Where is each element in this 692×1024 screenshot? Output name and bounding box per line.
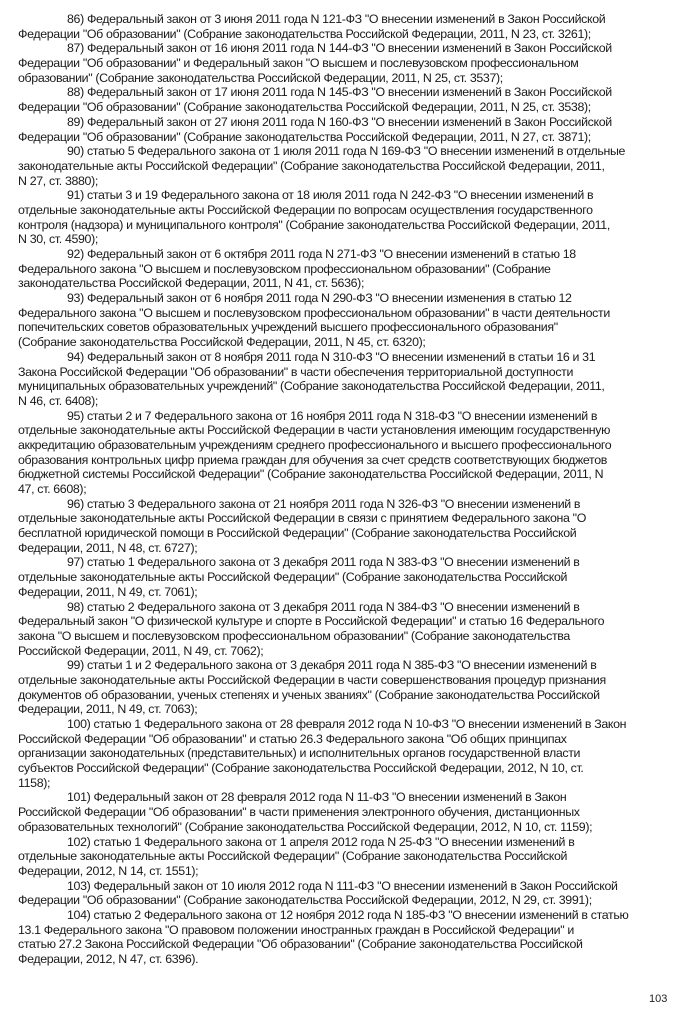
item-text-line: Федерации "Об образовании" (Собрание законодательства Российской Федерации, 2011, N 25, ст. 3538); [18,100,591,115]
item-text-line: организации законодательных (представительных) и исполнительных органов государственной власти [18,746,581,761]
item-heading-line: 100) статью 1 Федерального закона от 28 февраля 2012 года N 10-ФЗ "О внесении изменений в Закон [67,717,627,731]
item-heading-line: 94) Федеральный закон от 8 ноября 2011 года N 310-ФЗ "О внесении изменений в статьи 16 и 31 [67,349,596,364]
item-text-line: попечительских советов образовательных учреждений высшего профессионального образования" [18,320,558,335]
list-item-88 [18,85,673,114]
item-text-line: Федерального закона "О высшем и послевузовском профессиональном образовании" (Собрание [18,261,551,276]
item-text-line: Федерации "Об образовании" и Федеральный закон "О высшем и послевузовском профессиональном [18,56,579,71]
list-item-90 [18,144,673,188]
item-text-line: Российской Федерации, 2011, N 49, ст. 7062); [18,643,264,658]
item-text-line: 13.1 Федерального закона "О правовом положении иностранных граждан в Российской Федерации" и [18,922,574,937]
item-text-line: отдельные законодательные акты Российской Федерации" (Собрание законодательства Российской [18,570,568,585]
item-text-line: N 30, ст. 4590); [18,232,98,247]
item-text-line: бюджетной системы Российской Федерации" (Собрание законодательства Российской Федерации, 2011, N [18,467,604,482]
item-text-line: Федерации "Об образовании" (Собрание законодательства Российской Федерации, 2012, N 29, ст. 3991); [18,893,592,908]
item-text-line: образования контрольных цифр приема граждан для обучения за счет средств соответствующих бюджетов [18,452,607,467]
list-item-100 [18,717,673,790]
item-text-line: муниципальных образовательных учреждений" (Собрание законодательства Российской Федерации, 2011, [18,379,605,394]
item-heading-line: 97) статью 1 Федерального закона от 3 декабря 2011 года N 383-ФЗ "О внесении изменений в [67,555,580,570]
list-item-104 [18,908,673,967]
item-heading-line: 89) Федеральный закон от 27 июня 2011 года N 160-ФЗ "О внесении изменений в Закон Российской [67,114,612,129]
item-text-line: образовательных технологий" (Собрание законодательства Российской Федерации, 2012, N 10, ст. 1159); [18,819,593,834]
item-text-line: контроля (надзора) и муниципального контроля" (Собрание законодательства Российской Федерации, 2011, [18,217,610,232]
item-heading-line: 102) статью 1 Федерального закона от 1 апреля 2012 года N 25-ФЗ "О внесении изменений в [67,834,575,849]
item-heading-line: 92) Федеральный закон от 6 октября 2011 года N 271-ФЗ "О внесении изменений в статью 18 [67,247,576,261]
item-heading-line: 96) статью 3 Федерального закона от 21 ноября 2011 года N 326-ФЗ "О внесении изменений в [67,496,581,511]
list-item-97 [18,555,673,599]
item-text-line: законодательства Российской Федерации, 2011, N 41, ст. 5636); [18,276,365,291]
list-item-89 [18,115,673,144]
item-text-line: Федерации, 2011, N 49, ст. 7061); [18,584,198,599]
item-text-line: образовании" (Собрание законодательства Российской Федерации, 2011, N 25, ст. 3537); [18,70,503,85]
list-item-101 [18,790,673,834]
list-item-99 [18,658,673,717]
list-item-93 [18,291,673,350]
item-heading-line: 101) Федеральный закон от 28 февраля 2012 года N 11-ФЗ "О внесении изменений в Закон [67,790,567,805]
item-text-line: документов об образовании, ученых степенях и ученых званиях" (Собрание законодательства Российской [18,687,600,702]
item-text-line: Федерального закона "О высшем и послевузовском профессиональном образовании" в части деятельности [18,305,610,320]
item-text-line: (Собрание законодательства Российской Федерации, 2011, N 45, ст. 6320); [18,335,426,350]
item-text-line: N 27, ст. 3880); [18,173,98,188]
item-text-line: Федеральный закон "О физической культуре и спорте в Российской Федерации" и статью 16 Федерального [18,614,605,629]
item-text-line: бесплатной юридической помощи в Российской Федерации" (Собрание законодательства Российской [18,526,577,541]
item-heading-line: 91) статьи 3 и 19 Федерального закона от 18 июля 2011 года N 242-ФЗ "О внесении изменений в [67,188,594,203]
item-text-line: Федерации, 2011, N 49, ст. 7063); [18,702,198,717]
item-text-line: законодательные акты Российской Федерации" (Собрание законодательства Российской Федерации, 2011, [18,158,605,173]
item-text-line: Закона Российской Федерации "Об образовании" в части обеспечения территориальной доступности [18,364,574,379]
list-item-92 [18,247,673,291]
item-text-line: отдельные законодательные акты Российской Федерации в связи с принятием Федерального закона "О [18,511,586,526]
item-text-line: Российской Федерации "Об образовании" в части применения электронного обучения, дистанционных [18,805,580,820]
item-text-line: Федерации "Об образовании" (Собрание законодательства Российской Федерации, 2011, N 27, ст. 3871); [18,129,591,144]
item-text-line: отдельные законодательные акты Российской Федерации в части совершенствования процедур признания [18,672,606,687]
item-heading-line: 93) Федеральный закон от 6 ноября 2011 года N 290-ФЗ "О внесении изменения в статью 12 [67,291,572,306]
item-heading-line: 98) статью 2 Федерального закона от 3 декабря 2011 года N 384-ФЗ "О внесении изменений в [67,599,580,614]
list-item-94 [18,350,673,409]
item-text-line: Федерации "Об образовании" (Собрание законодательства Российской Федерации, 2011, N 23, ст. 3261); [18,26,591,41]
item-text-line: отдельные законодательные акты Российской Федерации по вопросам осуществления государственного [18,202,593,217]
list-item-103 [18,879,673,908]
item-text-line: 47, ст. 6608); [18,482,87,496]
item-text-line: аккредитацию образовательным учреждениям среднего профессионального и высшего профессионального [18,437,612,452]
item-heading-line: 86) Федеральный закон от 3 июня 2011 года N 121-ФЗ "О внесении изменений в Закон Российской [67,12,606,26]
list-item-95 [18,409,673,497]
item-text-line: субъектов Российской Федерации" (Собрание законодательства Российской Федерации, 2012, N 10, ст. [18,761,584,776]
document-body [18,12,673,967]
item-heading-line: 88) Федеральный закон от 17 июня 2011 года N 145-ФЗ "О внесении изменений в Закон Российской [67,85,612,100]
list-item-86 [18,12,673,41]
list-item-98 [18,600,673,659]
item-heading-line: 99) статьи 1 и 2 Федерального закона от 3 декабря 2011 года N 385-ФЗ "О внесении изменений в [67,658,597,673]
page-number: 103 [649,993,668,1005]
item-text-line: отдельные законодательные акты Российской Федерации" (Собрание законодательства Российской [18,849,568,864]
list-item-96 [18,497,673,556]
item-text-line: отдельные законодательные акты Российской Федерации в части установления имеющим государственную [18,423,611,438]
item-text-line: Российской Федерации "Об образовании" и статью 26.3 Федерального закона "Об общих принципах [18,731,567,746]
list-item-91 [18,188,673,247]
list-item-87 [18,41,673,85]
item-text-line: N 46, ст. 6408); [18,393,98,408]
item-heading-line: 95) статьи 2 и 7 Федерального закона от 16 ноября 2011 года N 318-ФЗ "О внесении изменений в [67,408,598,423]
item-text-line: Федерации, 2011, N 48, ст. 6727); [18,540,198,555]
item-text-line: закона "О высшем и послевузовском профессиональном образовании" (Собрание законодательства [18,628,570,643]
item-text-line: 1158); [18,775,51,790]
item-text-line: Федерации, 2012, N 14, ст. 1551); [18,863,199,878]
item-heading-line: 90) статью 5 Федерального закона от 1 июля 2011 года N 169-ФЗ "О внесении изменений в отдельные [67,144,626,159]
item-text-line: статью 27.2 Закона Российской Федерации "Об образовании" (Собрание законодательства Российской [18,937,583,952]
item-text-line: Федерации, 2012, N 47, ст. 6396). [18,952,199,966]
item-heading-line: 103) Федеральный закон от 10 июля 2012 года N 111-ФЗ "О внесении изменений в Закон Российской [67,878,618,893]
item-heading-line: 104) статью 2 Федерального закона от 12 ноября 2012 года N 185-ФЗ "О внесении изменений в статью [67,907,629,922]
list-item-102 [18,835,673,879]
item-heading-line: 87) Федеральный закон от 16 июня 2011 года N 144-ФЗ "О внесении изменений в Закон Российской [67,41,612,56]
